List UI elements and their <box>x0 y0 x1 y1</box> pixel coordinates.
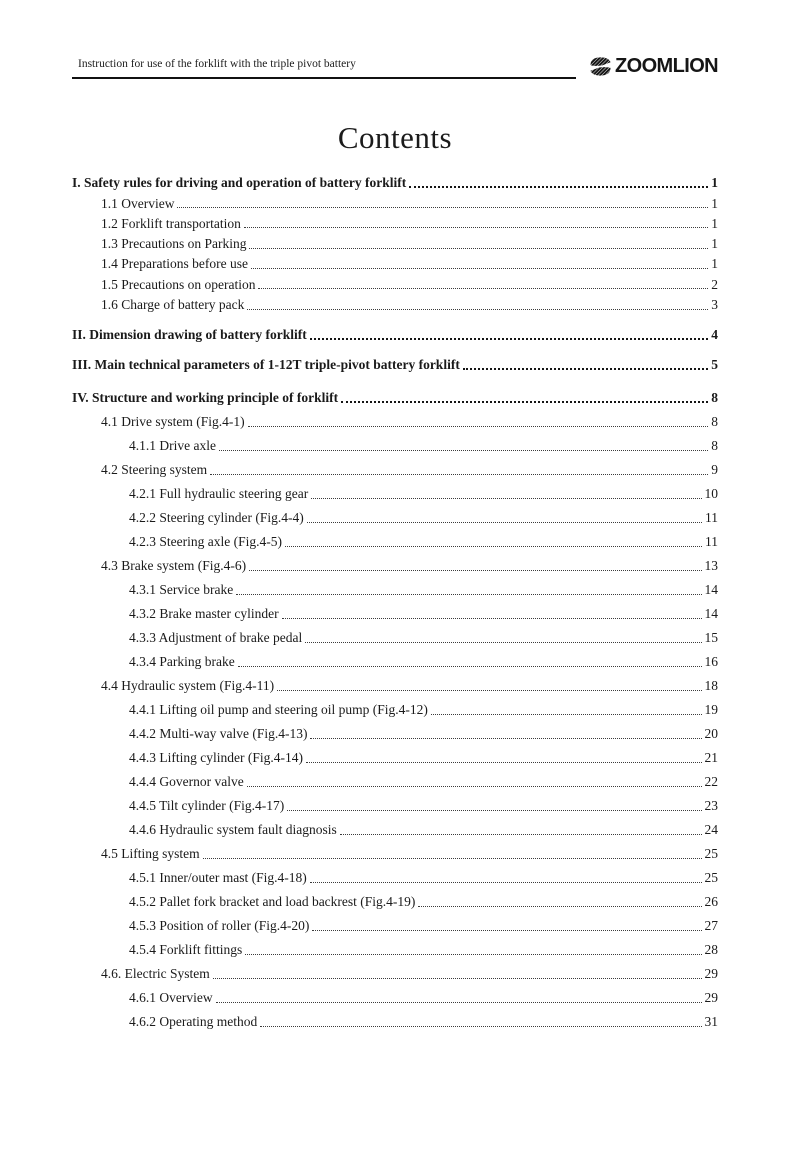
toc-entry-label: 1.5 Precautions on operation <box>101 276 256 292</box>
toc-page-number: 1 <box>711 195 718 211</box>
toc-entry-label: 4.4.1 Lifting oil pump and steering oil pump (Fig.4-12) <box>129 702 428 718</box>
dotted-leader <box>287 810 701 811</box>
toc-entry[interactable] <box>72 272 718 292</box>
toc-chapter-entry[interactable] <box>72 352 718 372</box>
toc-page-number: 5 <box>711 356 718 372</box>
toc-entry-label: IV. Structure and working principle of forklift <box>72 390 339 406</box>
toc-page-number: 19 <box>704 702 718 718</box>
toc-page-number: 13 <box>704 558 718 574</box>
toc-page-number: 8 <box>711 438 718 454</box>
toc-page-number: 22 <box>704 774 718 790</box>
toc-entry-label: I. Safety rules for driving and operation of battery forklift <box>72 175 407 191</box>
dotted-leader <box>307 522 702 523</box>
toc-entry-label: 4.3 Brake system (Fig.4-6) <box>101 558 247 574</box>
toc-page-number: 18 <box>704 678 718 694</box>
toc-entry[interactable] <box>72 406 718 430</box>
toc-entry-label: III. Main technical parameters of 1-12T triple-pivot battery forklift <box>72 356 460 372</box>
toc-entry-label: 4.1.1 Drive axle <box>129 438 216 454</box>
toc-entry[interactable] <box>72 766 718 790</box>
zoomlion-logo <box>589 55 718 78</box>
dotted-leader <box>310 338 709 340</box>
page-title: Contents <box>337 120 453 155</box>
toc-chapter-entry[interactable] <box>72 382 718 406</box>
toc-entry-label: 4.3.3 Adjustment of brake pedal <box>129 630 303 646</box>
dotted-leader <box>210 474 708 475</box>
toc-page-number: 1 <box>711 215 718 231</box>
toc-page-number: 29 <box>704 966 718 982</box>
document-page <box>0 54 793 1176</box>
toc-entry[interactable] <box>72 958 718 982</box>
toc-entry[interactable] <box>72 502 718 526</box>
toc-entry-label: 4.6.2 Operating method <box>129 1014 258 1030</box>
toc-entry[interactable] <box>72 598 718 622</box>
toc-entry[interactable] <box>72 646 718 670</box>
dotted-leader <box>306 762 702 763</box>
toc-entry[interactable] <box>72 191 718 211</box>
dotted-leader <box>260 1026 701 1027</box>
toc-entry-label: 4.2.2 Steering cylinder (Fig.4-4) <box>129 510 304 526</box>
dotted-leader <box>244 227 708 228</box>
dotted-leader <box>238 666 702 667</box>
toc-entry[interactable] <box>72 454 718 478</box>
dotted-leader <box>258 288 708 289</box>
toc-page-number: 29 <box>704 990 718 1006</box>
toc-entry-label: II. Dimension drawing of battery forklift <box>72 326 307 342</box>
toc-entry[interactable] <box>72 814 718 838</box>
dotted-leader <box>312 930 701 931</box>
toc-entry[interactable] <box>72 718 718 742</box>
toc-entry[interactable] <box>72 430 718 454</box>
toc-entry[interactable] <box>72 622 718 646</box>
toc-entry-label: 4.5 Lifting system <box>101 846 200 862</box>
toc-page-number: 16 <box>704 654 718 670</box>
toc-entry[interactable] <box>72 982 718 1006</box>
toc-entry-label: 4.6.1 Overview <box>129 990 213 1006</box>
toc-entry-label: 4.2.1 Full hydraulic steering gear <box>129 486 309 502</box>
toc-entry-label: 4.5.2 Pallet fork bracket and load backrest (Fig.4-19) <box>129 894 416 910</box>
toc-page-number: 10 <box>704 486 718 502</box>
dotted-leader <box>310 882 702 883</box>
toc-entry[interactable] <box>72 838 718 862</box>
toc-page-number: 20 <box>704 726 718 742</box>
toc-entry[interactable] <box>72 790 718 814</box>
toc-page-number: 11 <box>705 510 718 526</box>
toc-entry-label: 4.4.2 Multi-way valve (Fig.4-13) <box>129 726 308 742</box>
toc-page-number: 8 <box>711 390 718 406</box>
header-rule <box>72 54 576 79</box>
dotted-leader <box>219 450 708 451</box>
toc-page-number: 24 <box>704 822 718 838</box>
dotted-leader <box>236 594 701 595</box>
toc-entry[interactable] <box>72 293 718 313</box>
toc-page-number: 21 <box>704 750 718 766</box>
toc-entry[interactable] <box>72 212 718 232</box>
dotted-leader <box>463 368 708 370</box>
toc-page-number: 9 <box>711 462 718 478</box>
dotted-leader <box>247 786 702 787</box>
zoomlion-globe-icon <box>589 56 612 77</box>
toc-entry-label: 4.5.3 Position of roller (Fig.4-20) <box>129 918 310 934</box>
toc-entry-label: 1.1 Overview <box>101 195 175 211</box>
toc-page-number: 25 <box>704 846 718 862</box>
toc-entry-label: 4.3.1 Service brake <box>129 582 234 598</box>
dotted-leader <box>310 738 701 739</box>
toc-entry[interactable] <box>72 670 718 694</box>
toc-page-number: 14 <box>704 606 718 622</box>
toc-page-number: 15 <box>704 630 718 646</box>
toc-page-number: 3 <box>711 297 718 313</box>
toc-page-number: 1 <box>711 256 718 272</box>
toc-page-number: 23 <box>704 798 718 814</box>
dotted-leader <box>285 546 702 547</box>
dotted-leader <box>418 906 701 907</box>
toc-entry-label: 4.6. Electric System <box>101 966 210 982</box>
toc-entry[interactable] <box>72 478 718 502</box>
toc-entry-label: 4.3.2 Brake master cylinder <box>129 606 279 622</box>
toc-entry-label: 4.5.1 Inner/outer mast (Fig.4-18) <box>129 870 307 886</box>
toc-entry-label: 1.4 Preparations before use <box>101 256 248 272</box>
dotted-leader <box>340 834 702 835</box>
dotted-leader <box>305 642 701 643</box>
toc-entry-label: 4.2 Steering system <box>101 462 208 478</box>
toc-entry[interactable] <box>72 694 718 718</box>
toc-entry[interactable] <box>72 550 718 574</box>
toc-entry[interactable] <box>72 252 718 272</box>
dotted-leader <box>213 978 702 979</box>
toc-page-number: 14 <box>704 582 718 598</box>
toc-page-number: 11 <box>705 534 718 550</box>
toc-page-number: 28 <box>704 942 718 958</box>
dotted-leader <box>311 498 701 499</box>
dotted-leader <box>177 207 708 208</box>
toc-chapter-entry[interactable] <box>72 171 718 191</box>
toc-entry[interactable] <box>72 886 718 910</box>
toc-entry-label: 4.1 Drive system (Fig.4-1) <box>101 414 245 430</box>
toc-entry[interactable] <box>72 910 718 934</box>
toc-entry[interactable] <box>72 1006 718 1030</box>
toc-entry-label: 4.4.5 Tilt cylinder (Fig.4-17) <box>129 798 285 814</box>
toc-entry[interactable] <box>72 934 718 958</box>
toc-page-number: 2 <box>711 276 718 292</box>
toc-page-number: 4 <box>711 326 718 342</box>
page-header <box>72 54 718 79</box>
dotted-leader <box>216 1002 702 1003</box>
dotted-leader <box>248 426 709 427</box>
toc-chapter-entry[interactable] <box>72 323 718 343</box>
dotted-leader <box>277 690 701 691</box>
zoomlion-logo-text: ZOOMLION <box>615 55 718 77</box>
toc-entry[interactable] <box>72 526 718 550</box>
toc-entry-label: 4.4 Hydraulic system (Fig.4-11) <box>101 678 275 694</box>
toc-page-number: 1 <box>711 236 718 252</box>
toc-page-number: 31 <box>704 1014 718 1030</box>
toc-entry-label: 1.2 Forklift transportation <box>101 215 241 231</box>
dotted-leader <box>282 618 702 619</box>
toc-entry-label: 4.5.4 Forklift fittings <box>129 942 243 958</box>
toc-page-number: 1 <box>711 175 718 191</box>
dotted-leader <box>431 714 702 715</box>
toc-entry-label: 1.6 Charge of battery pack <box>101 297 245 313</box>
dotted-leader <box>249 570 701 571</box>
toc-entry-label: 4.3.4 Parking brake <box>129 654 235 670</box>
toc-entry[interactable] <box>72 232 718 252</box>
toc-entry-label: 4.2.3 Steering axle (Fig.4-5) <box>129 534 282 550</box>
dotted-leader <box>251 268 708 269</box>
toc-page-number: 27 <box>704 918 718 934</box>
toc-list <box>72 171 718 1030</box>
toc-entry[interactable] <box>72 742 718 766</box>
toc-entry-label: 4.4.4 Governor valve <box>129 774 244 790</box>
dotted-leader <box>341 401 708 403</box>
toc-entry[interactable] <box>72 862 718 886</box>
toc-entry[interactable] <box>72 574 718 598</box>
dotted-leader <box>247 309 708 310</box>
toc-entry-label: 1.3 Precautions on Parking <box>101 236 247 252</box>
document-header-title: Instruction for use of the forklift with the triple pivot battery <box>78 58 356 70</box>
toc-entry-label: 4.4.6 Hydraulic system fault diagnosis <box>129 822 337 838</box>
toc-page-number: 26 <box>704 894 718 910</box>
toc-page-number: 25 <box>704 870 718 886</box>
dotted-leader <box>409 186 708 188</box>
toc-entry-label: 4.4.3 Lifting cylinder (Fig.4-14) <box>129 750 303 766</box>
toc-page-number: 8 <box>711 414 718 430</box>
dotted-leader <box>245 954 701 955</box>
dotted-leader <box>203 858 702 859</box>
dotted-leader <box>249 248 708 249</box>
